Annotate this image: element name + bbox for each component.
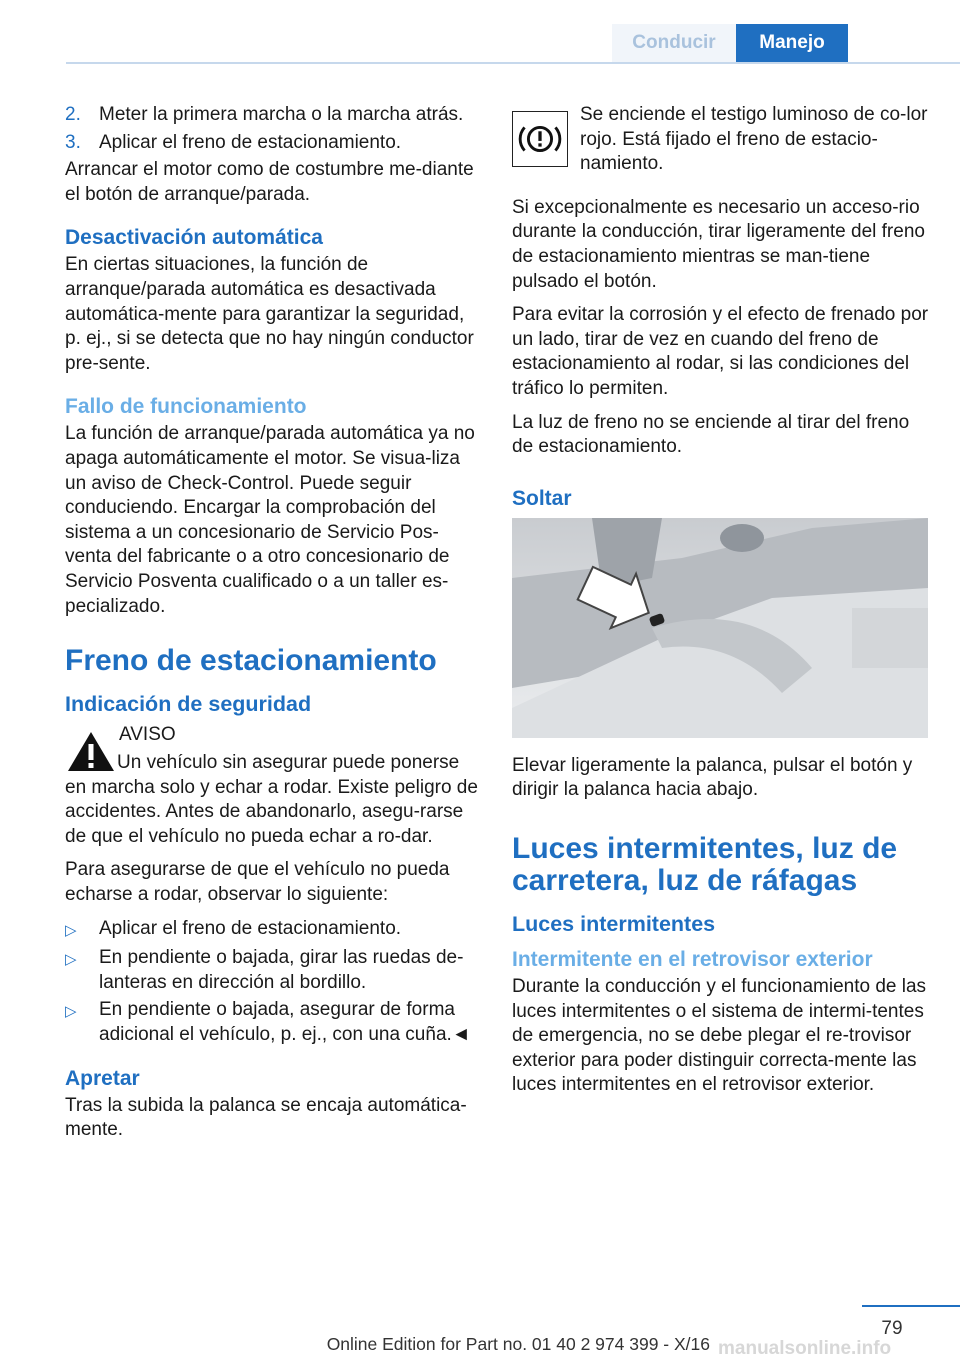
step-text: Aplicar el freno de estacionamiento. xyxy=(99,131,402,153)
page-number: 79 xyxy=(881,1318,903,1339)
list-item xyxy=(65,917,479,944)
indicator-paragraph: Se enciende el testigo luminoso de co‐lor rojo. Está fijado el freno de estacio‐namiento. xyxy=(580,104,928,175)
list-item-text: En pendiente o bajada, girar las ruedas de‐lanteras en dirección al bordillo. xyxy=(99,947,464,993)
warning-text: Un vehículo sin asegurar puede ponerse en marcha solo y echar a rodar. Existe peligro de accidentes. Antes de abandonarlo, asegu‐rarse de que el vehículo no pueda echar a ro‐dar. xyxy=(65,752,478,847)
apply-paragraph: Tras la subida la palanca se encaja automática‐mente. xyxy=(65,1094,467,1141)
tab-manejo[interactable]: Manejo xyxy=(736,24,848,62)
start-paragraph: Arrancar el motor como de costumbre me‐diante el botón de arranque/parada. xyxy=(65,159,474,205)
driving-paragraph: Si excepcionalmente es necesario un acceso‐rio durante la conducción, tirar ligeramente del freno de estacionamiento mientras se man‐tiene pulsado el botón. xyxy=(512,196,925,292)
footer-rule xyxy=(862,1305,960,1307)
step-3 xyxy=(65,131,479,156)
heading-malfunction: Fallo de funcionamiento xyxy=(65,395,307,419)
triangle-bullet-icon: ▷ xyxy=(65,951,77,969)
step-text: Meter la primera marcha o la marcha atrás. xyxy=(99,104,464,125)
mirror-paragraph: Durante la conducción y el funcionamiento de las luces intermitentes o el sistema de intermi‐tentes de emergencia, no se debe plegar el re‐trovisor exterior para poder distinguir correcta‐mente las luces intermitentes en el retrovisor exterior. xyxy=(512,975,927,1096)
brake-light-paragraph: La luz de freno no se enciende al tirar del freno de estacionamiento. xyxy=(512,411,910,458)
list-item xyxy=(65,998,479,1047)
malfunction-paragraph: La función de arranque/parada automática ya no apaga automáticamente el motor. Se visua‐liza un aviso de Check-Control. Puede seguir conduciendo. Encargar la comprobación del sistema a un concesionario de Servicio Pos‐venta del fabricante o a otro concesionario de Servicio Posventa cualificado o a un taller es‐pecializado. xyxy=(65,423,475,617)
warning-title: AVISO xyxy=(119,724,176,746)
triangle-bullet-icon: ▷ xyxy=(65,921,77,939)
heading-deactivation: Desactivación automática xyxy=(65,226,323,250)
warning-triangle-icon xyxy=(65,727,117,775)
step-number: 2. xyxy=(65,104,81,125)
heading-parking-brake: Freno de estacionamiento xyxy=(65,644,437,678)
heading-safety: Indicación de seguridad xyxy=(65,692,312,717)
list-item-text: En pendiente o bajada, asegurar de forma adicional el vehículo, p. ej., con una cuña.◄ xyxy=(99,999,471,1046)
deactivation-paragraph: En ciertas situaciones, la función de arranque/parada automática es desactivada automática‐mente para garantizar la seguridad, p. ej., si se detecta que no hay ningún conductor pre‐sente. xyxy=(65,254,474,374)
release-paragraph: Elevar ligeramente la palanca, pulsar el botón y dirigir la palanca hacia abajo. xyxy=(512,754,913,801)
left-column xyxy=(65,103,479,1152)
right-column xyxy=(512,103,930,1107)
parking-brake-photo xyxy=(512,518,928,738)
watermark: manualsonline.info xyxy=(718,1338,892,1359)
step-2 xyxy=(65,103,479,128)
triangle-bullet-icon: ▷ xyxy=(65,1003,77,1021)
tab-conducir[interactable]: Conducir xyxy=(612,24,736,62)
edition-text: Online Edition for Part no. 01 40 2 974 399 - X/16 xyxy=(326,1334,710,1354)
list-item-text: Aplicar el freno de estacionamiento. xyxy=(99,917,402,939)
heading-mirror-signal: Intermitente en el retrovisor exterior xyxy=(512,947,873,971)
corrosion-paragraph: Para evitar la corrosión y el efecto de frenado por un lado, tirar de vez en cuando del freno de estacionamiento al rodar, si las condiciones del tráfico lo permiten. xyxy=(512,304,929,399)
heading-release: Soltar xyxy=(512,486,572,510)
heading-apply: Apretar xyxy=(65,1066,140,1090)
parking-brake-indicator-icon xyxy=(512,111,568,167)
secure-paragraph: Para asegurarse de que el vehículo no pueda echarse a rodar, observar lo siguiente: xyxy=(65,859,450,906)
list-item xyxy=(65,946,479,995)
heading-turn-signals: Luces intermitentes xyxy=(512,911,716,936)
indicator-row xyxy=(512,103,930,186)
heading-lights: Luces intermitentes, luz de carretera, luz de ráfagas xyxy=(512,831,898,897)
header-rule xyxy=(66,62,960,64)
step-number: 3. xyxy=(65,131,81,153)
